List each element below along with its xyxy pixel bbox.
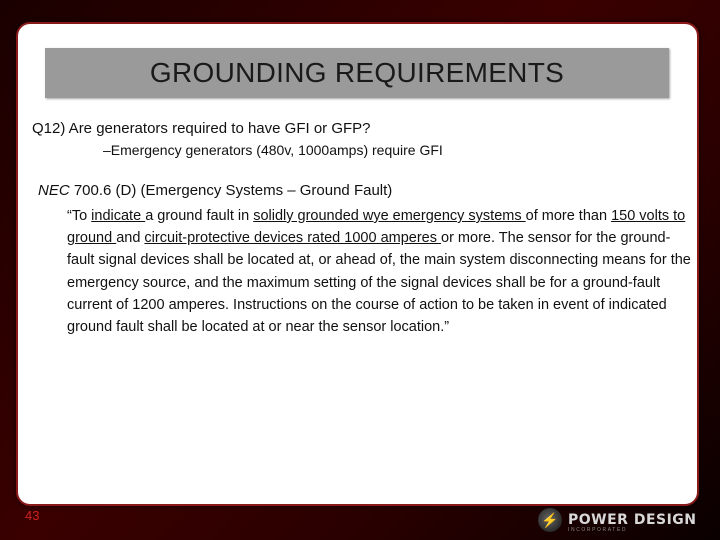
reference-code: NEC xyxy=(38,182,70,199)
answer-text: –Emergency generators (480v, 1000amps) require GFI xyxy=(103,142,443,158)
quote-underlined-text: solidly grounded wye emergency systems xyxy=(253,208,526,224)
quote-text: or more. The sensor for the ground-fault signal devices shall be located at, or ahead of, the main system disconnecting means for the emergency source, and the maximum setting of the signal devices shall be for a ground-fault current of 1200 amperes. Instructions on the course of action to be taken in event of indicated ground fault shall be located at or near the sensor location.” xyxy=(67,230,691,336)
logo-subtext: INCORPORATED xyxy=(568,527,628,533)
slide-number: 43 xyxy=(25,508,40,523)
logo-text: POWER DESIGN xyxy=(568,512,697,528)
code-reference xyxy=(38,182,392,199)
power-bolt-icon: ⚡ xyxy=(538,508,562,532)
quote-underlined-text: 150 volts to ground xyxy=(67,208,686,247)
quote-text: and xyxy=(116,230,145,247)
reference-title: 700.6 (D) (Emergency Systems – Ground Fault) xyxy=(69,182,393,199)
quote-text: a ground fault in xyxy=(145,208,254,224)
quote-underlined-text: indicate xyxy=(91,208,146,224)
slide-title: GROUNDING REQUIREMENTS xyxy=(149,57,565,88)
quote-text: “To xyxy=(67,208,92,224)
company-logo xyxy=(538,506,708,534)
quote-text: of more than xyxy=(525,208,612,224)
question-text: Q12) Are generators required to have GFI or GFP? xyxy=(32,120,371,137)
code-quote xyxy=(67,205,695,338)
quote-underlined-text: circuit-protective devices rated 1000 amperes xyxy=(144,230,442,247)
title-bar xyxy=(45,48,669,98)
